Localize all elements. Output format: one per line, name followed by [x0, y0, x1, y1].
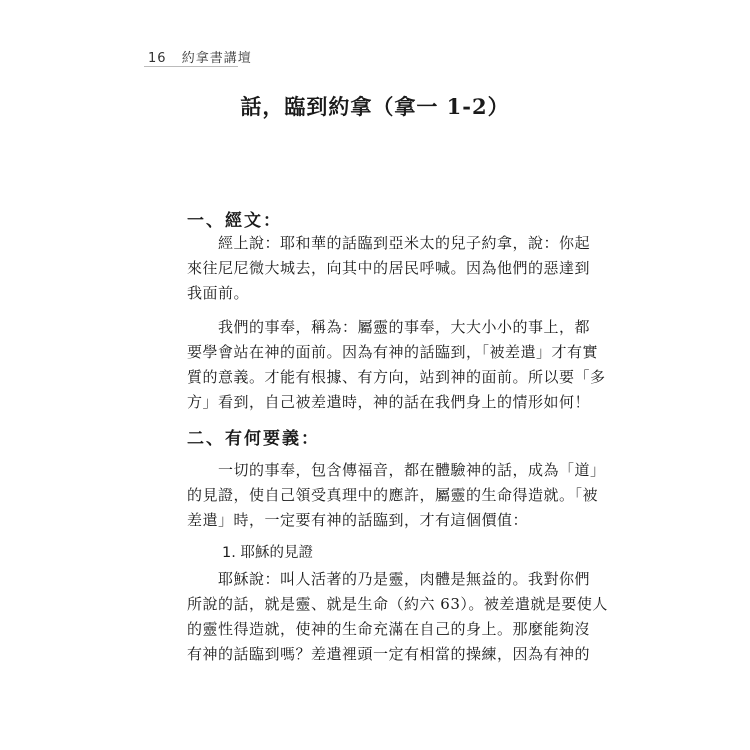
text-line: 我們的事奉，稱為：屬靈的事奉，大大小小的事上，都: [218, 318, 591, 336]
text-line: 的見證，使自己領受真理中的應許，屬靈的生命得造就。「被: [187, 486, 599, 504]
text-line: 差遣」時，一定要有神的話臨到，才有這個價值：: [187, 511, 529, 529]
text-line: 所說的話，就是靈、就是生命（約六 63）。被差遣就是要使人: [187, 595, 608, 613]
text-line: 我面前。: [187, 284, 250, 302]
header-rule: [144, 66, 238, 67]
running-header: [148, 47, 252, 66]
paragraph-4: [187, 567, 608, 667]
text-line: 耶穌說：叫人活著的乃是靈，肉體是無益的。我對你們: [218, 570, 591, 588]
paragraph-2: [187, 315, 606, 415]
paragraph-1: [187, 231, 591, 306]
text-line: 的靈性得造就，使神的生命充滿在自己的身上。那麼能夠沒: [187, 620, 591, 638]
text-line: 經上說：耶和華的話臨到亞米太的兒子約拿，說：你起: [218, 234, 591, 252]
book-title: 約拿書講壇: [181, 51, 252, 66]
page-number: 16: [148, 51, 167, 66]
text-line: 方」看到，自己被差遣時，神的話在我們身上的情形如何！: [187, 393, 591, 411]
subsection-heading: 1. 耶穌的見證: [222, 545, 313, 561]
text-line: 要學會站在神的面前。因為有神的話臨到，「被差遣」才有實: [187, 343, 599, 361]
text-line: 一切的事奉，包含傳福音，都在體驗神的話，成為「道」: [218, 461, 606, 479]
section-heading-2: 二、有何要義：: [187, 429, 320, 449]
text-line: 來往尼尼微大城去，向其中的居民呼喊。因為他們的惡達到: [187, 259, 591, 277]
paragraph-3: [187, 458, 606, 533]
text-line: 有神的話臨到嗎？差遣裡頭一定有相當的操練，因為有神的: [187, 645, 591, 663]
chapter-title: 話，臨到約拿（拿一 1-2）: [240, 94, 510, 119]
section-heading-1: 一、經文：: [187, 211, 282, 231]
text-line: 質的意義。才能有根據、有方向，站到神的面前。所以要「多: [187, 368, 606, 386]
